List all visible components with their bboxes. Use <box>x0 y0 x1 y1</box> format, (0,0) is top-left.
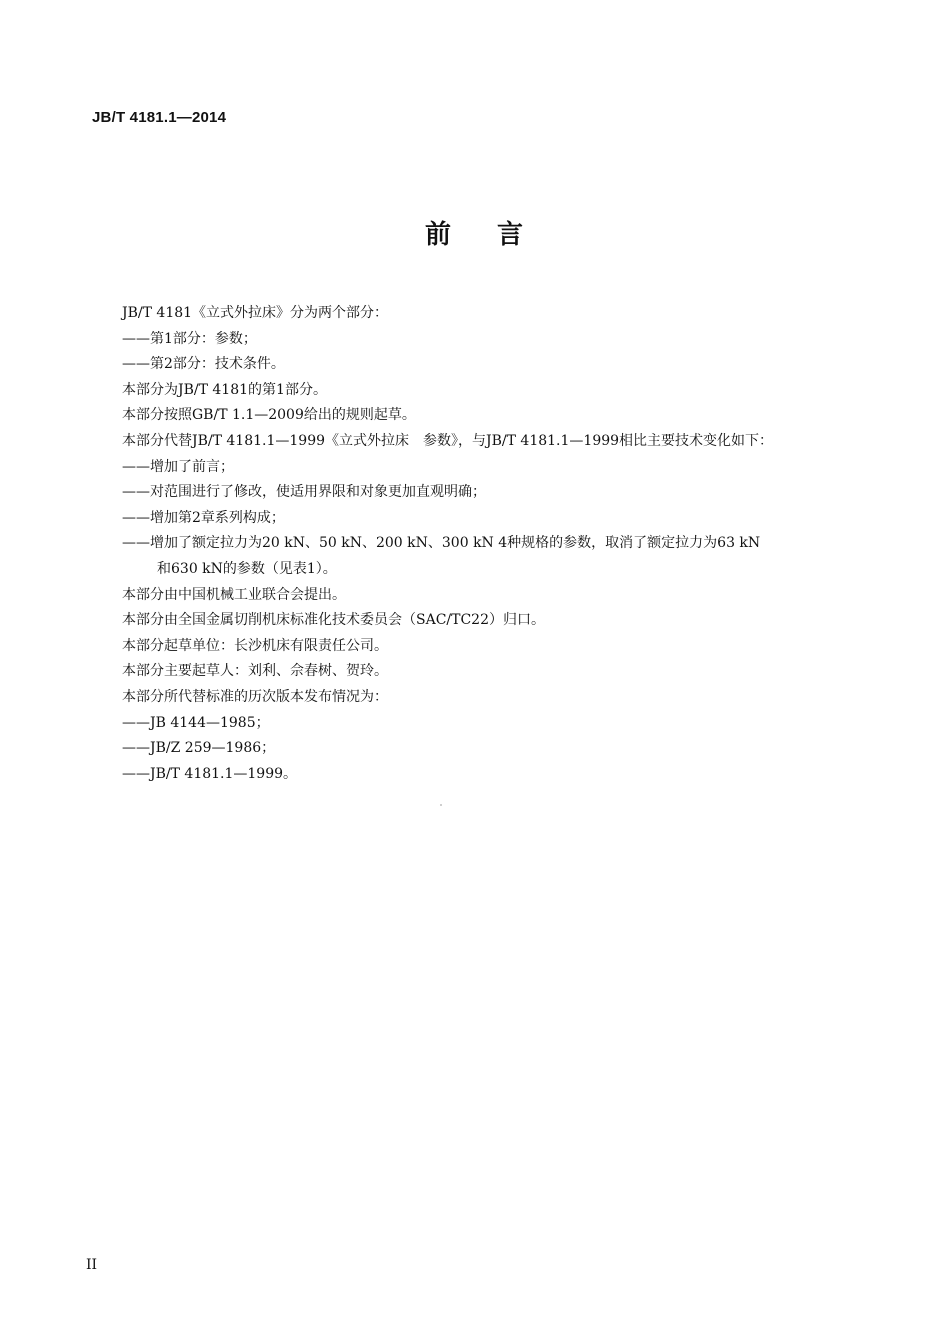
text-line: 本部分按照GB/T 1.1—2009给出的规则起草。 <box>122 407 416 424</box>
text-line: 本部分所代替标准的历次版本发布情况为： <box>122 688 388 705</box>
list-item: ——第2部分：技术条件。 <box>122 356 285 373</box>
text-line: 本部分起草单位：长沙机床有限责任公司。 <box>122 637 388 654</box>
list-item: ——JB/T 4181.1—1999。 <box>122 765 298 782</box>
text-line: 本部分由中国机械工业联合会提出。 <box>122 586 346 603</box>
page-title <box>0 214 950 251</box>
list-item: ——JB/Z 259—1986； <box>122 740 276 757</box>
text-line: JB/T 4181《立式外拉床》分为两个部分： <box>122 305 389 321</box>
list-item: ——增加了额定拉力为20 kN、50 kN、200 kN、300 kN 4种规格的参数，取消了额定拉力为63 kN <box>122 535 761 552</box>
foreword-body <box>122 301 852 787</box>
list-item: ——第1部分：参数； <box>122 330 257 347</box>
text-line: 本部分主要起草人：刘利、佘春树、贺玲。 <box>122 663 388 680</box>
list-item: ——JB 4144—1985； <box>122 714 270 731</box>
title-char-1: 前 <box>424 220 453 250</box>
scan-speck <box>440 804 442 806</box>
text-line: 本部分代替JB/T 4181.1—1999《立式外拉床 参数》，与JB/T 4181.1—1999相比主要技术变化如下： <box>122 432 774 449</box>
list-item: ——增加了前言； <box>122 458 234 475</box>
title-char-2: 言 <box>497 220 526 250</box>
list-item: ——增加第2章系列构成； <box>122 509 285 526</box>
text-line: 本部分为JB/T 4181的第1部分。 <box>122 381 327 398</box>
standard-code: JB/T 4181.1—2014 <box>92 109 227 126</box>
text-line: 本部分由全国金属切削机床标准化技术委员会（SAC/TC22）归口。 <box>122 612 545 629</box>
list-item: ——对范围进行了修改，使适用界限和对象更加直观明确； <box>122 484 486 501</box>
page-number: II <box>86 1257 98 1273</box>
list-item-continuation: 和630 kN的参数（见表1）。 <box>157 560 337 577</box>
